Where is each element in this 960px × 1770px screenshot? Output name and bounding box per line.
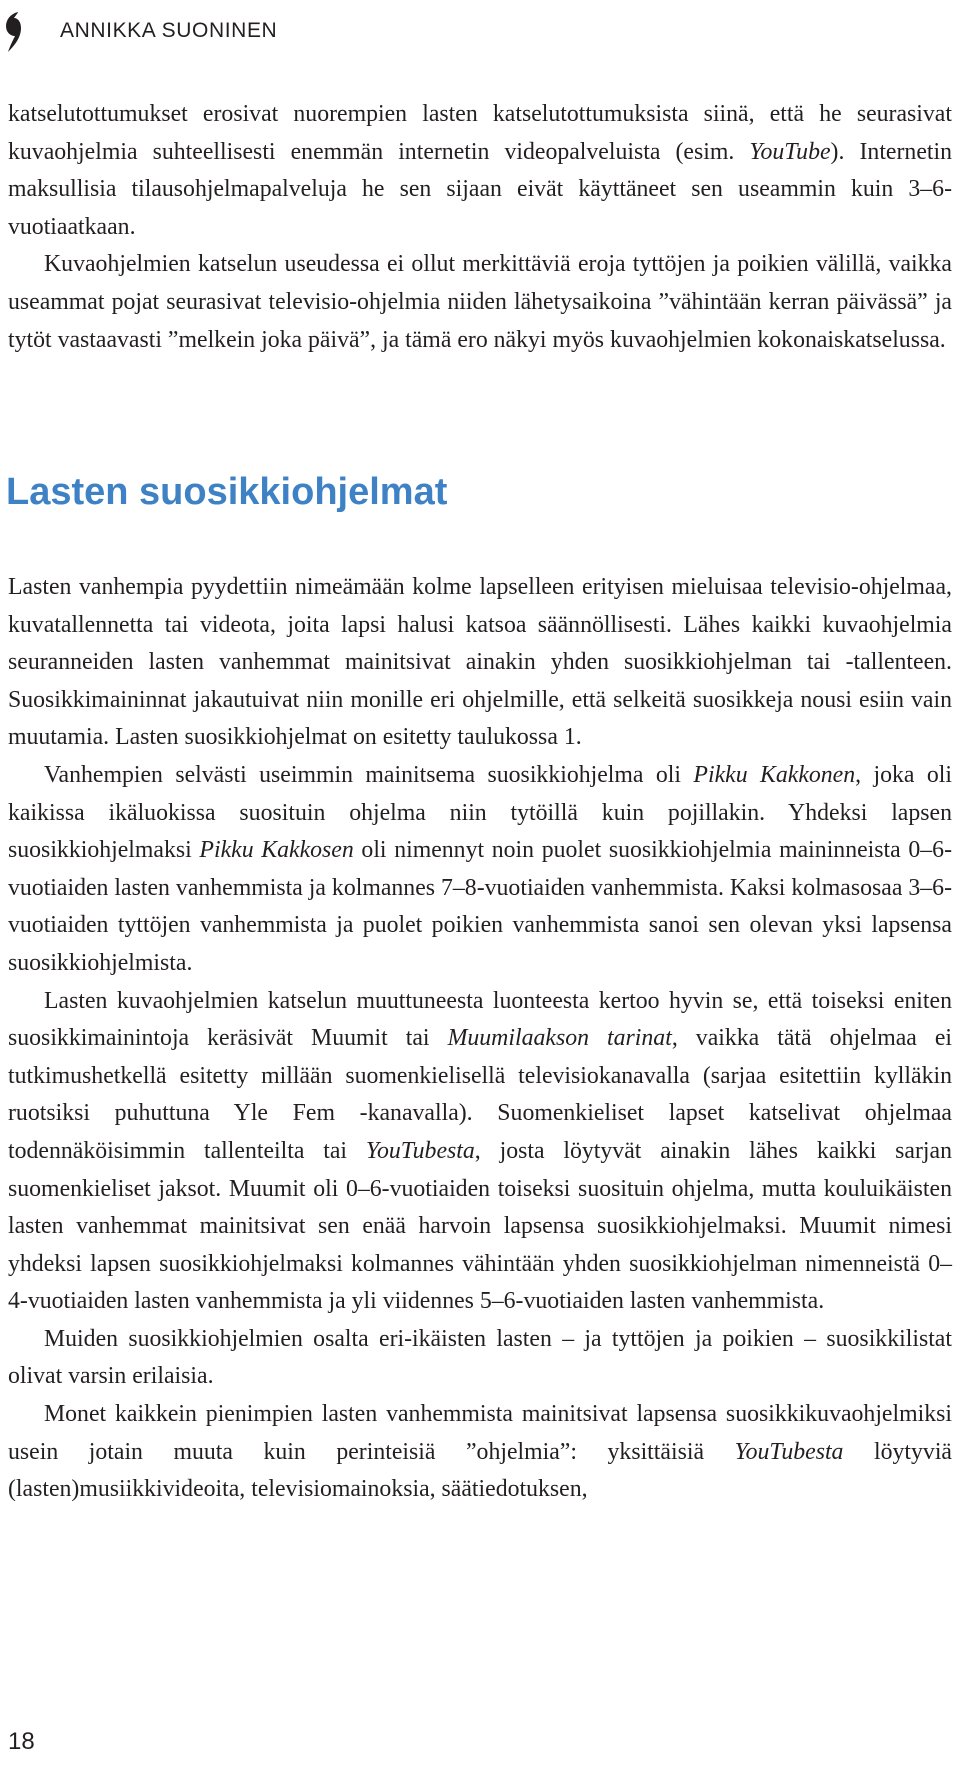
italic-title: Muumilaakson tarinat	[447, 1025, 672, 1052]
paragraph	[8, 246, 952, 359]
author-name: ANNIKKA SUONINEN	[60, 19, 278, 42]
paragraph	[8, 983, 952, 1321]
text-run: Lasten vanhempia pyydettiin nimeämään kolme lapselleen erityisen mieluisaa televisio-ohjelmaa, kuvatallennetta tai videota, joita lapsi halusi katsoa säännöllisesti. Lähes kaikki kuvaohjelmia seuranneiden lasten vanhemmat mainitsivat ainakin yhden suosikkiohjelman tai -tallenteen. Suosikkimaininnat jakautuivat niin monille eri ohjelmille, että selkeitä suosikkeja nousi esiin vain muutamia. Lasten suosikkiohjelmat on esitetty taulukossa 1.	[8, 574, 952, 751]
text-run: , joka oli kaikissa ikäluokissa suosituin ohjelma niin tytöillä kuin pojillakin. Yhdeksi lapsen suosikkiohjelmaksi	[8, 761, 952, 864]
paragraph	[8, 96, 952, 246]
section-heading: Lasten suosikkiohjelmat	[6, 471, 448, 513]
paragraph	[8, 569, 952, 757]
text-run: katselutottumukset erosivat nuorempien lasten katselutottumuksista siinä, että he seurasivat kuvaohjelmia suhteellisesti enemmän internetin videopalveluista (esim.	[8, 101, 952, 165]
italic-title: YouTubesta	[734, 1438, 844, 1465]
text-run: , vaikka tätä ohjelmaa ei tutkimushetkellä esitetty millään suomenkielisellä televisiokanavalla (sarjaa esitettiin kylläkin ruotsiksi puhuttuna Yle Fem -kanavalla). Suomenkieliset lapset katselivat ohjelmaa todennäköisimmin tallenteilta tai	[8, 1025, 953, 1164]
paragraph	[8, 757, 952, 983]
text-run: Muiden suosikkiohjelmien osalta eri-ikäisten lasten – ja tyttöjen ja poikien – suosikkilistat olivat varsin erilaisia.	[8, 1325, 952, 1390]
text-run: Kuvaohjelmien katselun useudessa ei ollut merkittäviä eroja tyttöjen ja poikien välillä, vaikka useammat pojat seurasivat televisio-ohjelmia niiden lähetysaikoina ”vähintään kerran päivässä” ja tytöt vastaavasti ”melkein joka päivä”, ja tämä ero näkyi myös kuvaohjelmien kokonaiskatselussa.	[8, 251, 952, 353]
section-body	[8, 569, 952, 1509]
intro-text-block	[8, 96, 952, 359]
italic-title: Pikku Kakkosen	[199, 837, 354, 864]
italic-title: YouTube	[749, 138, 831, 165]
italic-title: YouTubesta	[365, 1137, 475, 1164]
page-number: 18	[8, 1728, 35, 1755]
paragraph	[8, 1396, 952, 1509]
text-run: Vanhempien selvästi useimmin mainitsema suosikkiohjelma oli	[44, 761, 694, 788]
text-run: Monet kaikkein pienimpien lasten vanhemmista mainitsivat lapsensa suosikkikuvaohjelmiksi usein jotain muuta kuin perinteisiä ”ohjelmia”: yksittäisiä	[8, 1401, 952, 1465]
publisher-logo-icon	[4, 10, 24, 54]
running-header	[0, 10, 960, 54]
text-run: , josta löytyvät ainakin lähes kaikki sarjan suomenkieliset jaksot. Muumit oli 0–6-vuotiaiden toiseksi suosituin ohjelma, mutta kouluikäisten lasten vanhemmat mainitsivat sen enää harvoin lapsensa suosikkiohjelmaksi. Muumit nimesi yhdeksi lapsen suosikkiohjelmaksi kolmannes vähintään yhden suosikkiohjelman nimenneistä 0–4-vuotiaiden lasten vanhemmista ja yli viidennes 5–6-vuotiaiden lasten vanhemmista.	[8, 1137, 952, 1315]
paragraph	[8, 1321, 952, 1396]
text-run: Lasten kuvaohjelmien katselun muuttuneesta luonteesta kertoo hyvin se, että toiseksi eniten suosikkimainintoja keräsivät Muumit tai	[8, 987, 952, 1052]
text-run: ). Internetin maksullisia tilausohjelmapalveluja he sen sijaan eivät käyttäneet sen useammin kuin 3–6-vuotiaatkaan.	[8, 138, 953, 240]
text-run: löytyviä (lasten)musiikkivideoita, televisiomainoksia, säätiedotuksen,	[8, 1438, 952, 1503]
text-run: oli nimennyt noin puolet suosikkiohjelmia maininneista 0–6-vuotiaiden lasten vanhemmista ja kolmannes 7–8-vuotiaiden vanhemmista. Kaksi kolmasosaa 3–6-vuotiaiden tyttöjen vanhemmista ja puolet poikien vanhemmista sanoi sen olevan yksi lapsensa suosikkiohjelmista.	[8, 837, 952, 976]
italic-title: Pikku Kakkonen	[693, 761, 856, 788]
